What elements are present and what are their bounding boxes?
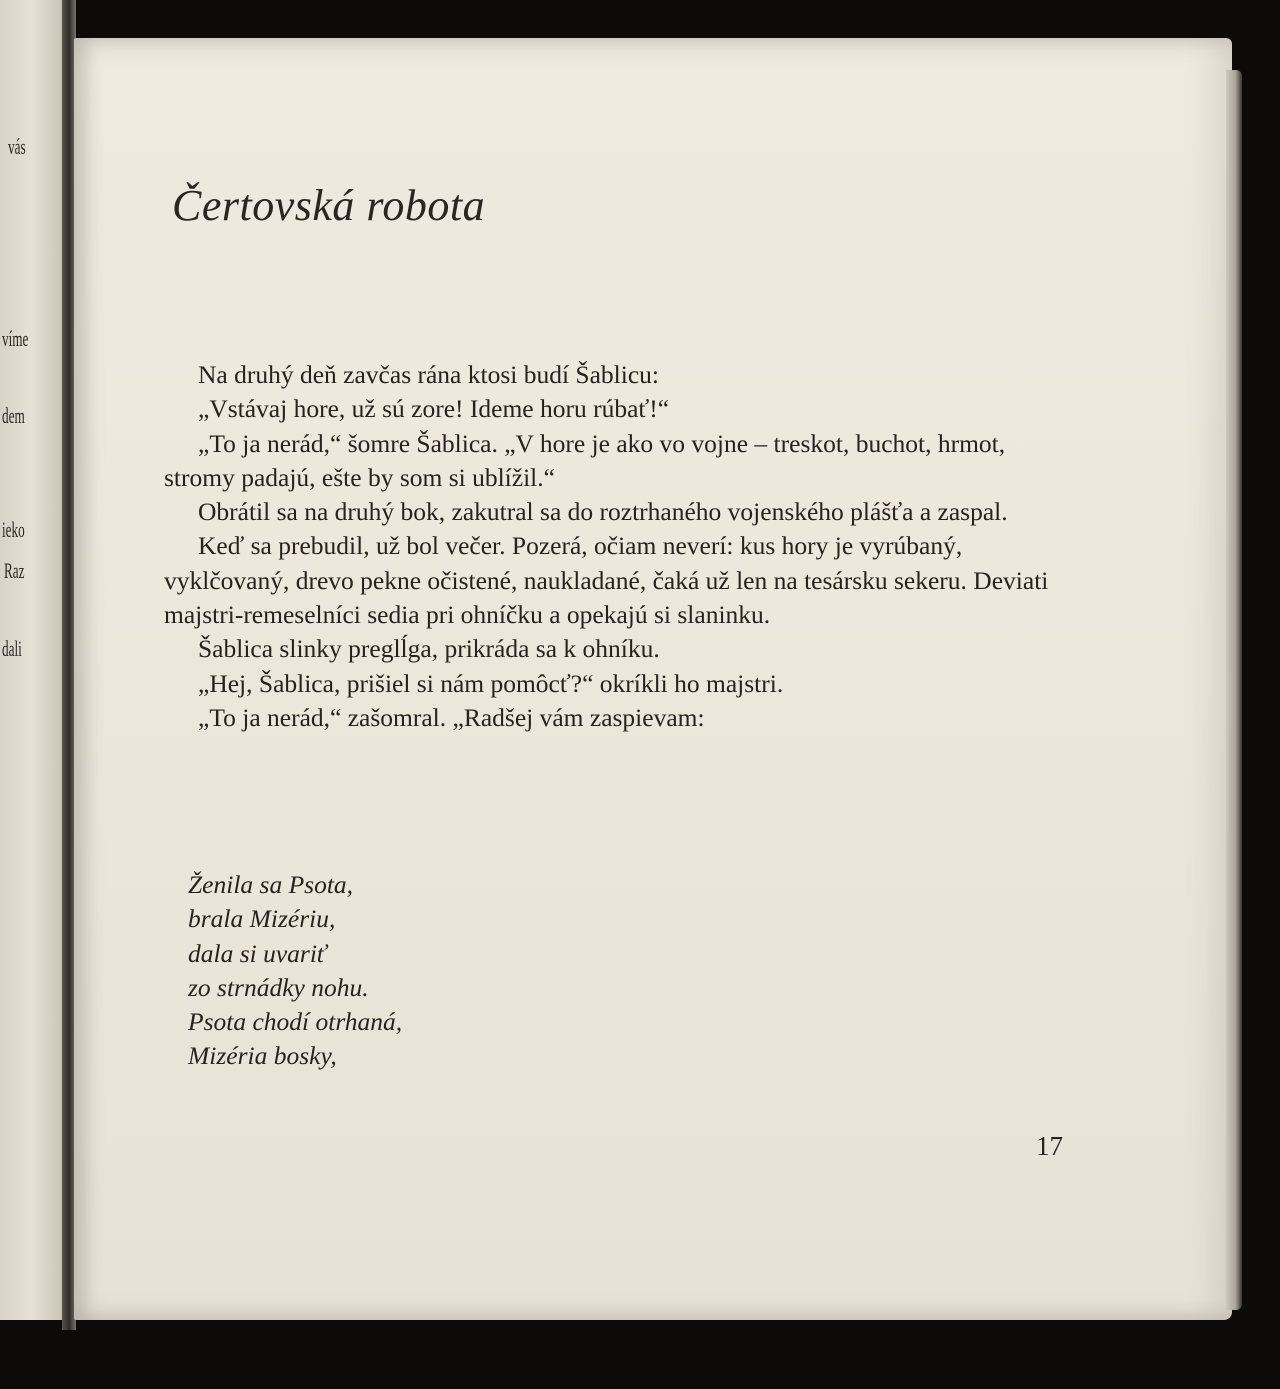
verse-line: brala Mizériu, bbox=[188, 904, 336, 934]
page-edge-shadow bbox=[1226, 70, 1242, 1310]
paragraph: „To ja nerád,“ zašomral. „Radšej vám zaspievam: bbox=[198, 702, 705, 732]
paragraph: „Vstávaj hore, už sú zore! Ideme horu rúbať!“ bbox=[198, 394, 670, 424]
chapter-title: Čertovská robota bbox=[172, 181, 486, 230]
left-page-fragment: Raz bbox=[4, 558, 25, 583]
left-page-fragment: dali bbox=[2, 636, 22, 661]
paragraph: Obrátil sa na druhý bok, zakutral sa do roztrhaného vojenského plášťa a zaspal. bbox=[198, 497, 1008, 527]
left-page-fragment: víme bbox=[2, 326, 29, 351]
verse-line: zo strnádky nohu. bbox=[188, 972, 369, 1002]
verse-line: Psota chodí otrhaná, bbox=[188, 1007, 403, 1037]
page-number: 17 bbox=[1036, 1131, 1063, 1161]
paragraph: Na druhý deň zavčas rána ktosi budí Šablicu: bbox=[198, 360, 659, 389]
left-page-fragment: ieko bbox=[2, 517, 25, 542]
song-verse bbox=[188, 868, 402, 1074]
verse-line: Ženila sa Psota, bbox=[188, 870, 354, 899]
verse-line: dala si uvariť bbox=[188, 938, 327, 968]
verse-line: Mizéria bosky, bbox=[188, 1041, 337, 1071]
paragraph: Keď sa prebudil, už bol večer. Pozerá, očiam neverí: kus hory je vyrúbaný, vyklčovaný, drevo pekne očistené, naukladané, čaká už len na tesársku sekeru. Deviati majstri-remeselníci sedia pri ohníčku a opekajú si slaninku. bbox=[164, 531, 1049, 630]
left-page-fragment: dem bbox=[2, 403, 25, 428]
previous-page-edge bbox=[0, 0, 70, 1320]
left-page-fragment: vás bbox=[8, 134, 26, 159]
paragraph: „Hej, Šablica, prišiel si nám pomôcť?“ okríkli ho majstri. bbox=[198, 668, 784, 698]
story-text bbox=[164, 358, 1064, 735]
paragraph: „To ja nerád,“ šomre Šablica. „V hore je ako vo vojne – treskot, buchot, hrmot, stromy padajú, ešte by som si ublížil.“ bbox=[164, 428, 1006, 492]
paragraph: Šablica slinky preglĺga, prikráda sa k ohníku. bbox=[198, 634, 660, 664]
